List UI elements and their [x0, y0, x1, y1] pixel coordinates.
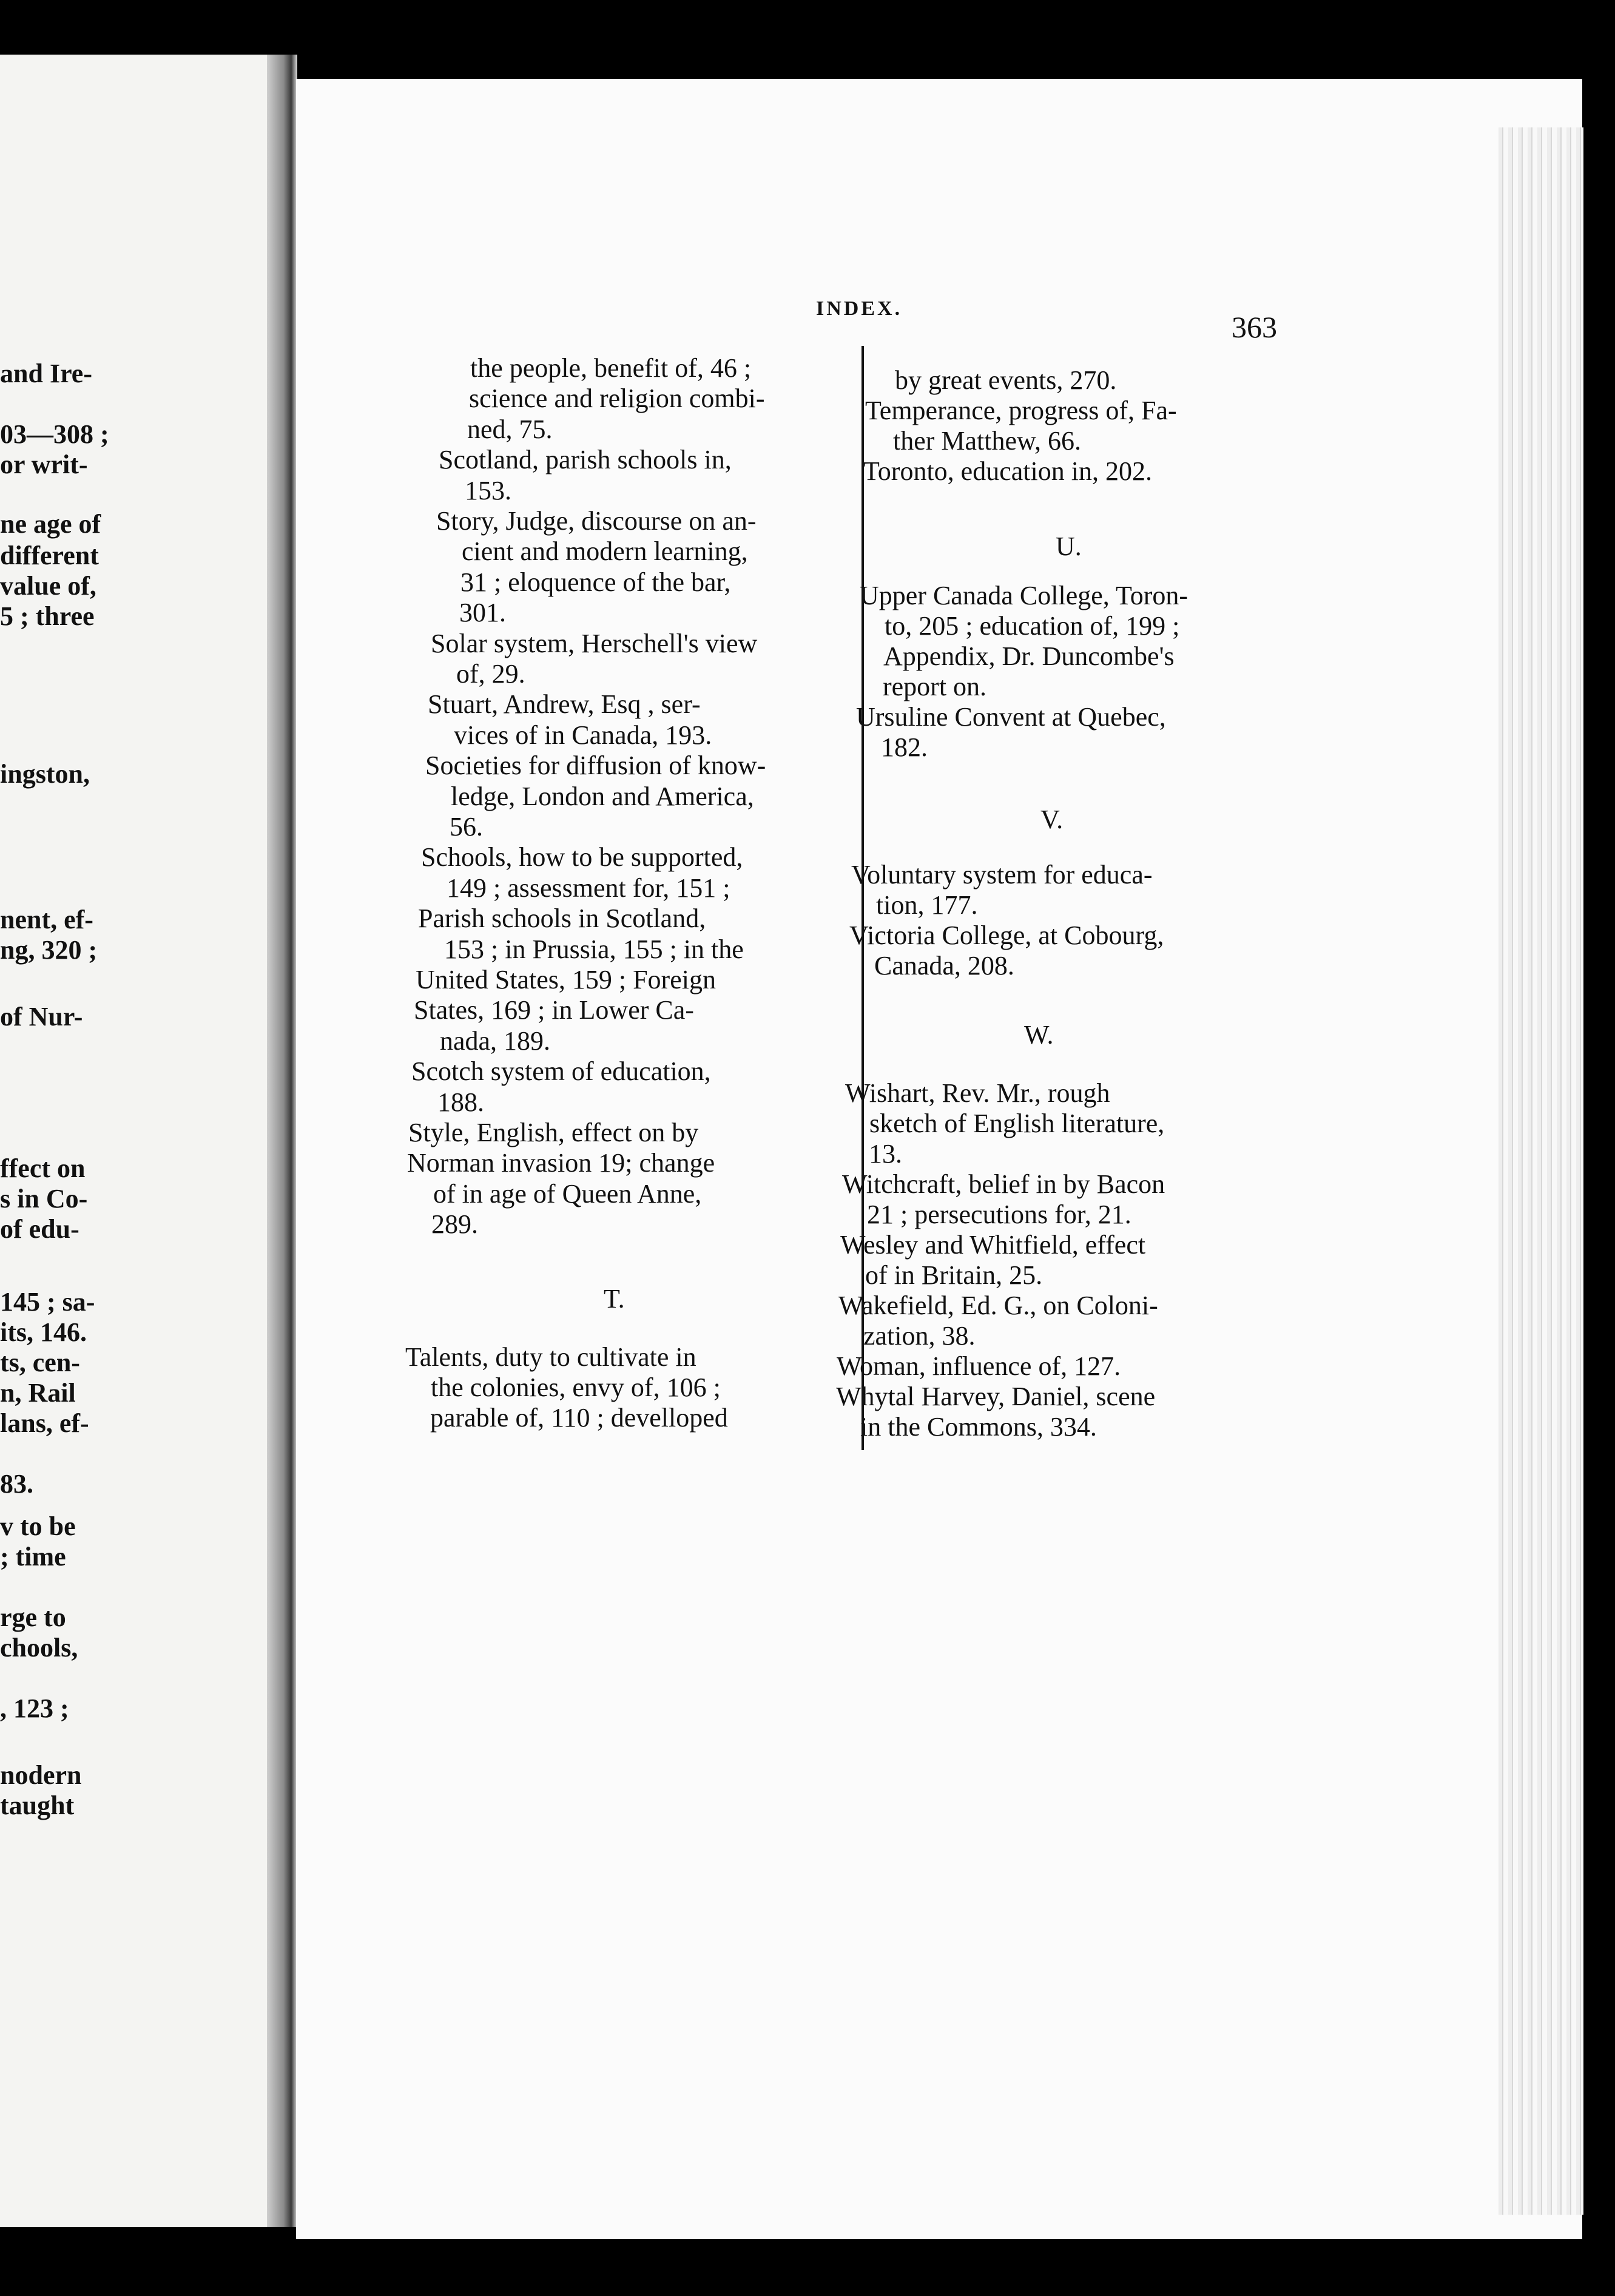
index-entry-line: Schools, how to be supported,: [421, 842, 743, 873]
index-entry-line: vices of in Canada, 193.: [454, 720, 712, 750]
running-head: INDEX.: [816, 297, 903, 320]
left-fragment: of Nur-: [0, 1002, 83, 1032]
index-entry-line: Witchcraft, belief in by Bacon: [842, 1169, 1165, 1199]
left-fragment: s in Co-: [0, 1184, 88, 1214]
index-entry-line: in the Commons, 334.: [860, 1412, 1097, 1442]
index-entry-line: report on.: [883, 672, 987, 701]
index-entry-line: of in Britain, 25.: [865, 1260, 1043, 1290]
index-entry-line: Canada, 208.: [874, 951, 1014, 981]
left-fragment: of edu-: [0, 1214, 79, 1244]
index-entry-line: cient and modern learning,: [462, 536, 748, 567]
index-entry-line: ther Matthew, 66.: [893, 426, 1081, 456]
index-entry-line: the people, benefit of, 46 ;: [470, 353, 752, 383]
index-entry-line: ledge, London and America,: [451, 781, 754, 811]
index-entry-line: 13.: [869, 1139, 902, 1169]
left-fragment: , 123 ;: [0, 1693, 69, 1723]
left-fragment: n, Rail: [0, 1378, 76, 1408]
left-fragment: 145 ; sa-: [0, 1287, 95, 1317]
index-entry-line: 301.: [459, 598, 506, 628]
index-entry-line: Societies for diffusion of know-: [425, 751, 766, 781]
left-fragment: value of,: [0, 571, 96, 601]
index-entry-line: of in age of Queen Anne,: [433, 1178, 702, 1209]
left-fragment: ng, 320 ;: [0, 935, 98, 965]
index-entry-line: Parish schools in Scotland,: [418, 903, 706, 934]
index-entry-line: Appendix, Dr. Duncombe's: [883, 641, 1175, 671]
index-entry-line: Wakefield, Ed. G., on Coloni-: [838, 1291, 1158, 1320]
index-entry-line: 182.: [881, 732, 928, 762]
left-fragment: rge to: [0, 1602, 66, 1632]
left-fragment: its, 146.: [0, 1317, 87, 1347]
index-entry-line: Toronto, education in, 202.: [863, 456, 1152, 486]
index-entry-line: Wesley and Whitfield, effect: [840, 1230, 1146, 1260]
index-entry-line: nada, 189.: [440, 1025, 551, 1056]
left-fragment: 03—308 ;: [0, 419, 109, 449]
section-letter: V.: [1040, 805, 1064, 834]
left-fragment: v to be: [0, 1511, 76, 1541]
left-fragment: 5 ; three: [0, 601, 95, 631]
index-entry-line: Norman invasion 19; change: [407, 1148, 715, 1178]
index-entry-line: 56.: [450, 812, 483, 842]
page-number: 363: [1232, 310, 1277, 344]
index-entry-line: 149 ; assessment for, 151 ;: [447, 873, 730, 903]
left-fragment: nent, ef-: [0, 905, 93, 934]
index-entry-line: 188.: [437, 1087, 484, 1117]
left-fragment: 83.: [0, 1469, 33, 1499]
index-entry-line: Stuart, Andrew, Esq , ser-: [428, 689, 701, 720]
index-entry-line: by great events, 270.: [895, 365, 1117, 395]
index-entry-line: Scotland, parish schools in,: [439, 445, 732, 475]
index-entry-line: Story, Judge, discourse on an-: [436, 506, 757, 536]
index-entry-line: 153 ; in Prussia, 155 ; in the: [444, 934, 744, 964]
left-fragment: ts, cen-: [0, 1348, 80, 1377]
left-fragment: and Ire-: [0, 359, 92, 388]
index-entry-line: Scotch system of education,: [411, 1056, 711, 1087]
left-fragment: different: [0, 541, 99, 570]
index-entry-line: to, 205 ; education of, 199 ;: [885, 611, 1180, 641]
left-fragment: ; time: [0, 1542, 66, 1572]
index-entry-line: Ursuline Convent at Quebec,: [856, 702, 1166, 732]
book-gutter: [267, 55, 297, 2227]
index-entry-line: ned, 75.: [467, 414, 553, 444]
left-fragment: chools,: [0, 1633, 78, 1663]
left-fragment: ne age of: [0, 509, 101, 539]
section-letter: W.: [1024, 1020, 1054, 1050]
index-entry-line: Upper Canada College, Toron-: [860, 581, 1188, 610]
column-rule: [861, 346, 864, 1450]
index-entry-line: parable of, 110 ; develloped: [430, 1403, 728, 1433]
index-entry-line: the colonies, envy of, 106 ;: [431, 1373, 721, 1402]
left-fragment: ffect on: [0, 1153, 86, 1183]
page-edges: [1499, 127, 1583, 2215]
section-letter: T.: [604, 1284, 625, 1314]
index-entry-line: Wishart, Rev. Mr., rough: [845, 1078, 1110, 1108]
index-entry-line: Woman, influence of, 127.: [837, 1351, 1121, 1381]
left-fragment: or writ-: [0, 450, 88, 479]
index-entry-line: zation, 38.: [863, 1321, 976, 1351]
left-fragment: ingston,: [0, 759, 90, 789]
index-entry-line: of, 29.: [456, 659, 525, 689]
left-page: [0, 55, 273, 2227]
index-entry-line: Whytal Harvey, Daniel, scene: [836, 1382, 1156, 1411]
index-entry-line: Style, English, effect on by: [408, 1118, 699, 1147]
index-entry-line: 31 ; eloquence of the bar,: [460, 567, 731, 597]
index-entry-line: sketch of English literature,: [869, 1109, 1165, 1138]
index-entry-line: 289.: [431, 1209, 478, 1240]
index-entry-line: States, 169 ; in Lower Ca-: [414, 995, 694, 1025]
index-entry-line: tion, 177.: [876, 890, 978, 920]
left-fragment: lans, ef-: [0, 1408, 89, 1438]
index-entry-line: Talents, duty to cultivate in: [405, 1342, 696, 1372]
left-fragment: taught: [0, 1791, 75, 1820]
left-fragment: nodern: [0, 1760, 82, 1790]
index-entry-line: Solar system, Herschell's view: [431, 628, 758, 658]
index-entry-line: Voluntary system for educa-: [851, 860, 1153, 890]
index-entry-line: science and religion combi-: [469, 383, 765, 414]
section-letter: U.: [1056, 532, 1082, 561]
index-entry-line: United States, 159 ; Foreign: [416, 965, 716, 994]
index-entry-line: Temperance, progress of, Fa-: [865, 396, 1177, 425]
index-entry-line: 153.: [465, 475, 511, 505]
index-entry-line: Victoria College, at Cobourg,: [849, 920, 1164, 950]
index-entry-line: 21 ; persecutions for, 21.: [867, 1200, 1131, 1229]
